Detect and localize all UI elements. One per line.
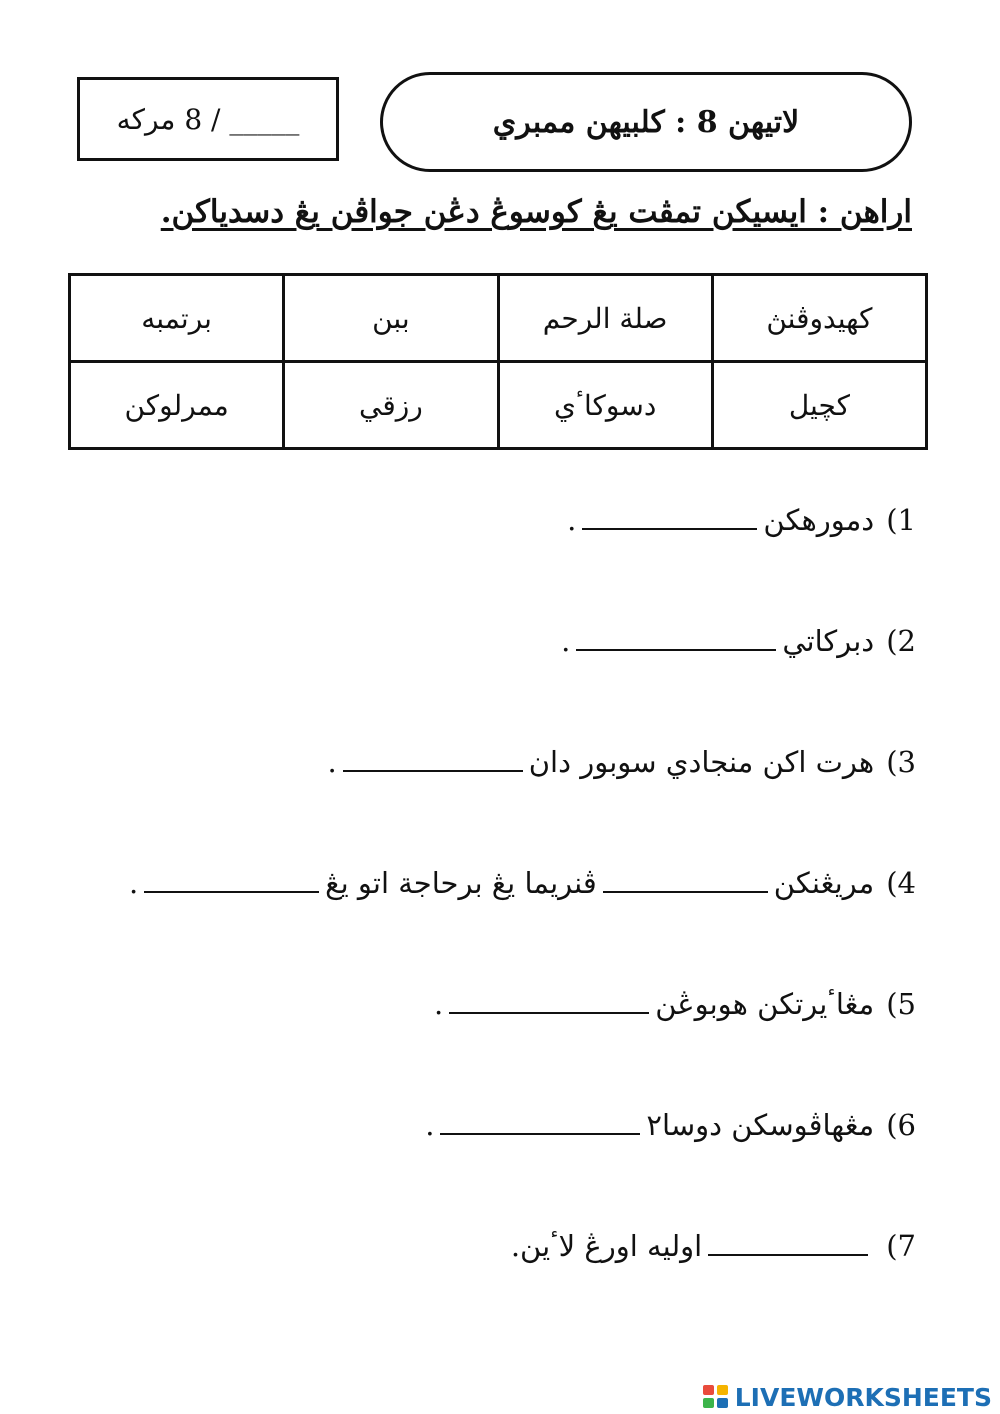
question-number: 3) xyxy=(886,745,916,779)
question-number: 1) xyxy=(886,503,916,537)
word-bank-cell: رزقي xyxy=(284,362,498,449)
question-text: ڤنريما يڠ برحاجة اتو يڠ xyxy=(325,866,597,900)
word-bank-row xyxy=(70,275,927,362)
question-text: دمورهکن xyxy=(763,503,875,537)
question-7 xyxy=(56,1221,916,1342)
word-bank-row xyxy=(70,362,927,449)
answer-blank[interactable] xyxy=(144,861,319,893)
title-box xyxy=(380,72,912,172)
answer-blank[interactable] xyxy=(582,498,757,530)
question-text: اوليه اورڠ لاٴين. xyxy=(510,1229,703,1263)
word-bank-cell: کهيدوڤنڽ xyxy=(712,275,926,362)
brand-watermark xyxy=(703,1380,992,1414)
question-text: مڠهاڤوسکن دوسا٢ xyxy=(646,1108,875,1142)
question-text: هرت اکن منجادي سوبور دان xyxy=(528,745,875,779)
question-end: . xyxy=(561,624,571,658)
answer-blank[interactable] xyxy=(603,861,768,893)
question-end: . xyxy=(327,745,337,779)
word-bank-cell: کچيل xyxy=(712,362,926,449)
word-bank-cell: صلة الرحم xyxy=(498,275,712,362)
answer-blank[interactable] xyxy=(343,740,523,772)
answer-blank[interactable] xyxy=(449,982,649,1014)
answer-blank[interactable] xyxy=(708,1224,868,1256)
question-text: مڠاٴيرتکن هوبوڠن xyxy=(655,987,875,1021)
question-end: . xyxy=(425,1108,435,1142)
question-number: 4) xyxy=(886,866,916,900)
word-bank-cell: ببن xyxy=(284,275,498,362)
question-number: 2) xyxy=(886,624,916,658)
answer-blank[interactable] xyxy=(440,1103,640,1135)
question-end: . xyxy=(128,866,139,900)
answer-blank[interactable] xyxy=(576,619,776,651)
word-bank-cell: برتمبه xyxy=(70,275,284,362)
word-bank-cell: ممرلوکن xyxy=(70,362,284,449)
brand-name: LIVEWORKSHEETS xyxy=(734,1382,992,1412)
question-5 xyxy=(56,979,916,1100)
question-end: . xyxy=(434,987,444,1021)
question-4 xyxy=(56,858,916,979)
question-list xyxy=(56,495,916,1342)
brand-logo-icon xyxy=(703,1385,731,1409)
worksheet-title: لاتيهن 8 : کلبيهن ممبري xyxy=(492,104,800,140)
question-3 xyxy=(56,737,916,858)
score-box xyxy=(77,77,339,161)
question-number: 7) xyxy=(886,1229,916,1263)
question-number: 5) xyxy=(886,987,916,1021)
question-text: دبرکاتي xyxy=(782,624,875,658)
score-text: _____ / 8 مرکه xyxy=(116,102,300,136)
question-text: مريڠنکن xyxy=(773,866,875,900)
question-2 xyxy=(56,616,916,737)
question-6 xyxy=(56,1100,916,1221)
question-number: 6) xyxy=(886,1108,916,1142)
question-end: . xyxy=(567,503,577,537)
word-bank-table xyxy=(68,273,928,450)
word-bank-cell: دسوکاٴي xyxy=(498,362,712,449)
instruction-text: اراهن : ايسيکن تمڤت يڠ کوسوڠ دڠن جواڤن يڠ دسدياکن. xyxy=(160,194,912,230)
question-1 xyxy=(56,495,916,616)
